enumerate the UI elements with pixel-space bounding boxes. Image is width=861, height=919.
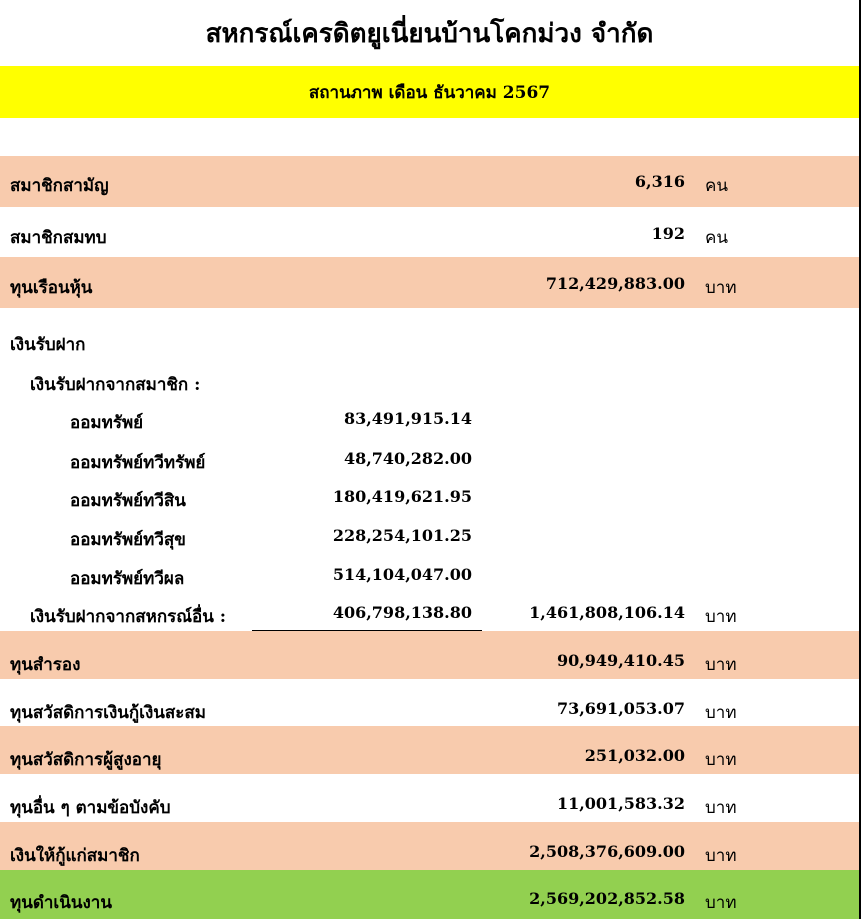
elderly-welfare-fund-value: 251,032.00: [584, 746, 685, 765]
row-loan-welfare-fund: [0, 679, 859, 726]
regular-members-label: สมาชิกสามัญ: [10, 176, 109, 196]
status-month-banner: สถานภาพ เดือน ธันวาคม 2567: [0, 66, 859, 118]
row-elderly-welfare-fund: [0, 726, 859, 774]
loan-welfare-fund-value: 73,691,053.07: [556, 699, 685, 718]
share-capital-label: ทุนเรือนหุ้น: [10, 278, 93, 298]
deposit-item-label: ออมทรัพย์ทวีทรัพย์: [70, 453, 206, 473]
row-associate-members: [0, 207, 859, 257]
loan-welfare-fund-unit: บาท: [705, 703, 737, 723]
elderly-welfare-fund-unit: บาท: [705, 750, 737, 770]
deposits-label: เงินรับฝาก: [10, 335, 86, 355]
other-funds-unit: บาท: [705, 798, 737, 818]
elderly-welfare-fund-label: ทุนสวัสดิการผู้สูงอายุ: [10, 750, 162, 770]
regular-members-unit: คน: [705, 176, 728, 196]
regular-members-value: 6,316: [634, 172, 685, 191]
deposit-item-label: ออมทรัพย์ทวีผล: [70, 569, 185, 589]
row-working-capital: [0, 870, 859, 919]
working-capital-value: 2,569,202,852.58: [529, 889, 685, 908]
reserve-fund-label: ทุนสำรอง: [10, 655, 81, 675]
working-capital-label: ทุนดำเนินงาน: [10, 893, 112, 913]
row-regular-members: [0, 156, 859, 207]
working-capital-unit: บาท: [705, 893, 737, 913]
deposits-from-members-label: เงินรับฝากจากสมาชิก :: [30, 375, 201, 395]
associate-members-unit: คน: [705, 228, 728, 248]
deposit-item-label: ออมทรัพย์ทวีสุข: [70, 530, 186, 550]
member-loans-label: เงินให้กู้แก่สมาชิก: [10, 846, 140, 866]
deposits-unit: บาท: [705, 607, 737, 627]
other-funds-value: 11,001,583.32: [556, 794, 685, 813]
row-other-funds: [0, 774, 859, 822]
loan-welfare-fund-label: ทุนสวัสดิการเงินกู้เงินสะสม: [10, 703, 206, 723]
deposit-item-value: 228,254,101.25: [332, 526, 472, 545]
associate-members-value: 192: [651, 224, 685, 243]
deposit-item-value: 83,491,915.14: [343, 409, 472, 428]
member-loans-unit: บาท: [705, 846, 737, 866]
deposit-item-value: 180,419,621.95: [332, 487, 472, 506]
row-reserve-fund: [0, 631, 859, 679]
row-share-capital: [0, 257, 859, 308]
member-loans-value: 2,508,376,609.00: [529, 842, 685, 861]
deposits-total-value: 1,461,808,106.14: [529, 603, 685, 622]
row-member-loans: [0, 822, 859, 870]
associate-members-label: สมาชิกสมทบ: [10, 228, 107, 248]
deposit-item-value: 48,740,282.00: [343, 449, 472, 468]
deposit-item-value: 514,104,047.00: [332, 565, 472, 584]
reserve-fund-unit: บาท: [705, 655, 737, 675]
deposits-other-coops-label: เงินรับฝากจากสหกรณ์อื่น :: [30, 607, 227, 627]
share-capital-unit: บาท: [705, 278, 737, 298]
deposit-item-label: ออมทรัพย์ทวีสิน: [70, 491, 186, 511]
other-funds-label: ทุนอื่น ๆ ตามข้อบังคับ: [10, 798, 171, 818]
reserve-fund-value: 90,949,410.45: [556, 651, 685, 670]
deposits-section: [0, 308, 859, 630]
page-title: สหกรณ์เครดิตยูเนี่ยนบ้านโคกม่วง จำกัด: [205, 18, 654, 49]
deposits-other-coops-value: 406,798,138.80: [332, 603, 472, 622]
share-capital-value: 712,429,883.00: [545, 274, 685, 293]
deposit-item-label: ออมทรัพย์: [70, 413, 144, 433]
